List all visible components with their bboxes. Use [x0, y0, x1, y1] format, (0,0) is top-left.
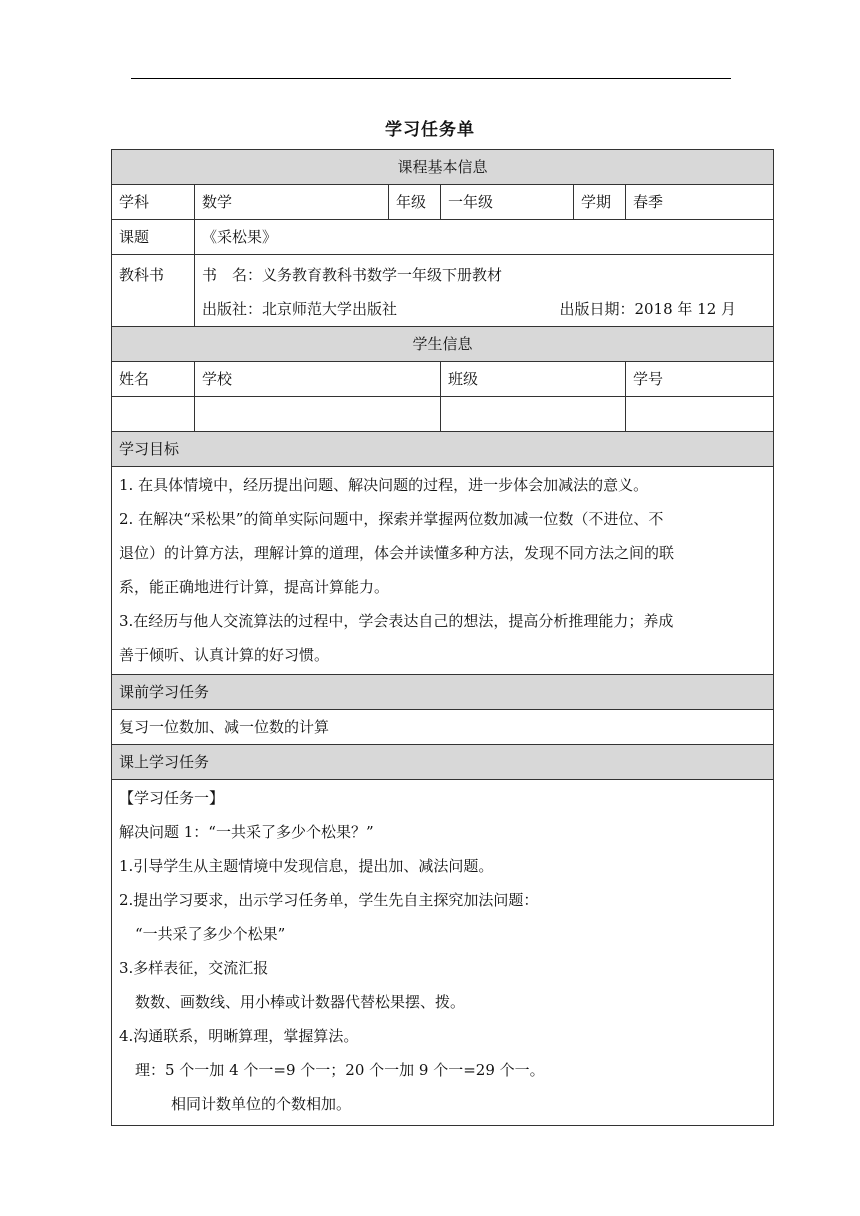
task-line: 理：5 个一加 4 个一=9 个一；20 个一加 9 个一=29 个一。 [135, 1061, 545, 1079]
student-info-header: 学生信息 [112, 327, 774, 362]
textbook-value [195, 255, 774, 327]
name-label: 姓名 [112, 362, 195, 397]
school-label: 学校 [195, 362, 441, 397]
in-class-header: 课上学习任务 [112, 745, 774, 780]
publisher-line: 出版社：北京师范大学出版社 [202, 300, 398, 318]
document-title: 学习任务单 [385, 120, 475, 140]
class-field[interactable] [441, 397, 626, 432]
task-line: 1.引导学生从主题情境中发现信息，提出加、减法问题。 [119, 857, 494, 875]
goals-content [112, 467, 774, 675]
subject-value: 数学 [195, 185, 389, 220]
task-line: 解决问题 1：“一共采了多少个松果？” [119, 823, 374, 841]
topic-label: 课题 [112, 220, 195, 255]
goal-line: 善于倾听、认真计算的好习惯。 [119, 646, 330, 664]
task-line: 【学习任务一】 [119, 789, 225, 807]
goals-header: 学习目标 [112, 432, 774, 467]
goal-line: 2. 在解决“采松果”的简单实际问题中，探索并掌握两位数加减一位数（不进位、不 [119, 510, 664, 528]
goal-line: 1. 在具体情境中，经历提出问题、解决问题的过程，进一步体会加减法的意义。 [119, 476, 649, 494]
term-value: 春季 [626, 185, 774, 220]
grade-label: 年级 [389, 185, 441, 220]
task-line: 2.提出学习要求，出示学习任务单，学生先自主探究加法问题： [119, 891, 539, 909]
term-label: 学期 [574, 185, 626, 220]
topic-value: 《采松果》 [195, 220, 774, 255]
header-rule [131, 78, 731, 79]
worksheet-table [111, 149, 774, 1126]
textbook-label [112, 255, 195, 327]
subject-label: 学科 [112, 185, 195, 220]
class-label: 班级 [441, 362, 626, 397]
id-label: 学号 [626, 362, 774, 397]
pre-class-header: 课前学习任务 [112, 675, 774, 710]
task-line: 4.沟通联系，明晰算理，掌握算法。 [119, 1027, 359, 1045]
task-line: 相同计数单位的个数相加。 [171, 1095, 352, 1113]
student-id-field[interactable] [626, 397, 774, 432]
publisher-row [202, 292, 766, 326]
goal-line: 系，能正确地进行计算，提高计算能力。 [119, 578, 390, 596]
grade-value: 一年级 [441, 185, 574, 220]
school-field[interactable] [195, 397, 441, 432]
task-line: “一共采了多少个松果” [135, 925, 286, 943]
in-class-content [112, 780, 774, 1126]
name-field[interactable] [112, 397, 195, 432]
goal-line: 3.在经历与他人交流算法的过程中，学会表达自己的想法，提高分析推理能力；养成 [119, 612, 674, 630]
course-info-header: 课程基本信息 [112, 150, 774, 185]
pre-class-content: 复习一位数加、减一位数的计算 [112, 710, 774, 745]
book-name-line: 书 名：义务教育教科书数学一年级下册教材 [202, 266, 503, 284]
task-line: 3.多样表征，交流汇报 [119, 959, 269, 977]
task-line: 数数、画数线、用小棒或计数器代替松果摆、拨。 [135, 993, 466, 1011]
textbook-label-text: 教科书 [119, 266, 165, 284]
goal-line: 退位）的计算方法，理解计算的道理，体会并读懂多种方法，发现不同方法之间的联 [119, 544, 675, 562]
publish-date-line: 出版日期：2018 年 12 月 [559, 300, 737, 318]
